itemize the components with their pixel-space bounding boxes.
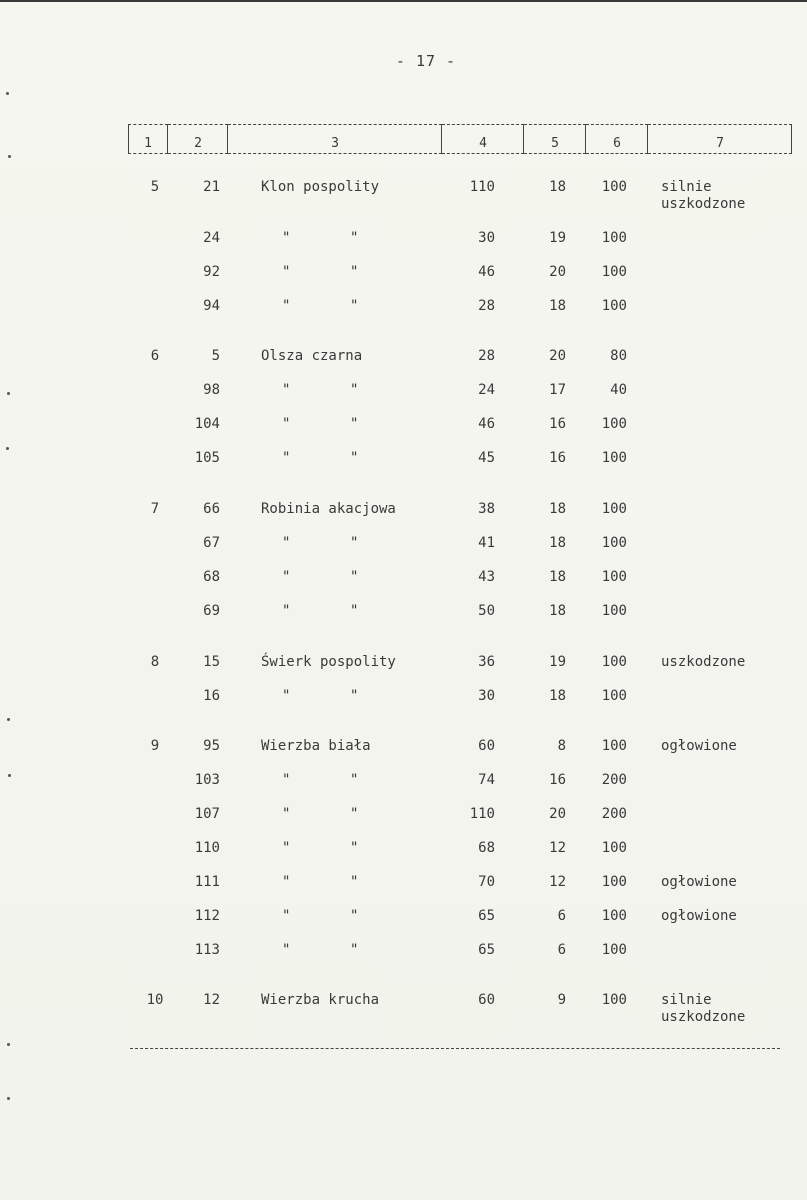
value-col-4: 68	[478, 840, 495, 856]
species-name: Wierzba krucha	[261, 992, 380, 1008]
value-col-5: 17	[549, 382, 566, 398]
value-col-5: 16	[549, 416, 566, 432]
ditto-mark: "	[350, 874, 359, 890]
ditto-mark: "	[282, 298, 291, 314]
value-col-5: 12	[549, 840, 566, 856]
ditto-mark: "	[350, 264, 359, 280]
ditto-mark: "	[350, 908, 359, 924]
value-col-4: 70	[478, 874, 495, 890]
remarks	[661, 738, 737, 755]
ditto-mark: "	[350, 416, 359, 432]
header-cell-5: 5	[524, 124, 586, 154]
species-name: Wierzba biała	[261, 738, 371, 754]
table-row	[0, 298, 807, 318]
ditto-mark: "	[282, 806, 291, 822]
value-col-6: 40	[610, 382, 627, 398]
value-col-5: 18	[549, 179, 566, 195]
value-col-6: 200	[601, 806, 627, 822]
ditto-mark: "	[350, 840, 359, 856]
value-col-6: 100	[601, 908, 627, 924]
tree-number: 111	[194, 874, 220, 890]
value-col-4: 43	[478, 569, 495, 585]
header-cell-1: 1	[128, 124, 168, 154]
value-col-6: 100	[601, 654, 627, 670]
scan-edge-line	[0, 0, 807, 2]
tree-number: 98	[203, 382, 220, 398]
ditto-mark: "	[350, 230, 359, 246]
ditto-mark: "	[282, 416, 291, 432]
value-col-5: 19	[549, 230, 566, 246]
header-cell-4: 4	[442, 124, 524, 154]
species-name: Świerk pospolity	[261, 654, 396, 670]
header-cell-3: 3	[228, 124, 442, 154]
value-col-6: 100	[601, 535, 627, 551]
value-col-5: 6	[557, 942, 566, 958]
header-cell-6: 6	[586, 124, 648, 154]
table-row	[0, 654, 807, 674]
ditto-mark: "	[350, 806, 359, 822]
value-col-5: 20	[549, 264, 566, 280]
ditto-mark: "	[350, 603, 359, 619]
ditto-mark: "	[282, 772, 291, 788]
remarks	[661, 992, 745, 1026]
table-row	[0, 264, 807, 284]
value-col-5: 18	[549, 535, 566, 551]
remarks	[661, 874, 737, 891]
scan-speck	[7, 392, 10, 395]
value-col-5: 18	[549, 298, 566, 314]
ditto-mark: "	[350, 298, 359, 314]
ditto-mark: "	[282, 840, 291, 856]
ditto-mark: "	[282, 688, 291, 704]
value-col-6: 100	[601, 179, 627, 195]
value-col-4: 46	[478, 416, 495, 432]
tree-number: 68	[203, 569, 220, 585]
tree-number: 12	[203, 992, 220, 1008]
value-col-6: 100	[601, 501, 627, 517]
scan-speck	[6, 92, 9, 95]
remark-line: silnie	[661, 179, 712, 195]
value-col-4: 110	[469, 806, 495, 822]
value-col-4: 50	[478, 603, 495, 619]
tree-number: 66	[203, 501, 220, 517]
tree-number: 15	[203, 654, 220, 670]
remark-line: uszkodzone	[661, 196, 746, 212]
value-col-4: 60	[478, 738, 495, 754]
value-col-4: 110	[469, 179, 495, 195]
table-row	[0, 942, 807, 962]
table-row	[0, 992, 807, 1025]
table-row	[0, 179, 807, 212]
tree-number: 105	[194, 450, 220, 466]
tree-number: 112	[194, 908, 220, 924]
ditto-mark: "	[282, 264, 291, 280]
value-col-6: 100	[601, 450, 627, 466]
table-row	[0, 603, 807, 623]
tree-number: 107	[194, 806, 220, 822]
ditto-mark: "	[350, 450, 359, 466]
remarks	[661, 179, 745, 213]
table-header	[128, 124, 792, 154]
table-row	[0, 535, 807, 555]
value-col-6: 80	[610, 348, 627, 364]
remark-line: ogłowione	[661, 908, 737, 924]
ditto-mark: "	[350, 535, 359, 551]
group-number: 7	[150, 501, 160, 517]
value-col-6: 100	[601, 230, 627, 246]
value-col-4: 41	[478, 535, 495, 551]
ditto-mark: "	[282, 908, 291, 924]
value-col-5: 20	[549, 348, 566, 364]
tree-number: 67	[203, 535, 220, 551]
ditto-mark: "	[282, 535, 291, 551]
scan-speck	[7, 718, 10, 721]
scan-speck	[8, 155, 11, 158]
value-col-5: 18	[549, 569, 566, 585]
value-col-5: 18	[549, 501, 566, 517]
value-col-6: 100	[601, 569, 627, 585]
table-row	[0, 840, 807, 860]
tree-number: 92	[203, 264, 220, 280]
ditto-mark: "	[350, 942, 359, 958]
bottom-dashed-rule	[130, 1048, 780, 1049]
remark-line: ogłowione	[661, 874, 737, 890]
table-row	[0, 501, 807, 521]
value-col-5: 6	[557, 908, 566, 924]
table-row	[0, 450, 807, 470]
value-col-5: 16	[549, 450, 566, 466]
ditto-mark: "	[350, 569, 359, 585]
ditto-mark: "	[350, 382, 359, 398]
species-name: Klon pospolity	[261, 179, 380, 195]
table-row	[0, 874, 807, 894]
ditto-mark: "	[350, 772, 359, 788]
value-col-4: 45	[478, 450, 495, 466]
tree-number: 104	[194, 416, 220, 432]
ditto-mark: "	[282, 382, 291, 398]
species-name: Olsza czarna	[261, 348, 363, 364]
value-col-4: 24	[478, 382, 495, 398]
remark-line: silnie	[661, 992, 712, 1008]
value-col-4: 30	[478, 230, 495, 246]
table-row	[0, 772, 807, 792]
ditto-mark: "	[282, 603, 291, 619]
value-col-5: 19	[549, 654, 566, 670]
page-number: - 17 -	[395, 52, 457, 70]
group-number: 8	[150, 654, 160, 670]
header-cell-7: 7	[648, 124, 792, 154]
value-col-6: 100	[601, 298, 627, 314]
scan-speck	[8, 774, 11, 777]
value-col-4: 28	[478, 298, 495, 314]
table-row	[0, 382, 807, 402]
value-col-6: 100	[601, 264, 627, 280]
value-col-4: 46	[478, 264, 495, 280]
value-col-4: 28	[478, 348, 495, 364]
ditto-mark: "	[282, 230, 291, 246]
value-col-5: 18	[549, 603, 566, 619]
ditto-mark: "	[282, 942, 291, 958]
value-col-6: 100	[601, 874, 627, 890]
ditto-mark: "	[282, 450, 291, 466]
value-col-6: 100	[601, 688, 627, 704]
value-col-6: 200	[601, 772, 627, 788]
value-col-4: 38	[478, 501, 495, 517]
value-col-4: 60	[478, 992, 495, 1008]
tree-number: 113	[194, 942, 220, 958]
tree-number: 69	[203, 603, 220, 619]
value-col-4: 30	[478, 688, 495, 704]
tree-number: 103	[194, 772, 220, 788]
table-row	[0, 348, 807, 368]
table-row	[0, 230, 807, 250]
value-col-5: 8	[557, 738, 566, 754]
tree-number: 95	[203, 738, 220, 754]
value-col-6: 100	[601, 738, 627, 754]
group-number: 5	[150, 179, 160, 195]
table-row	[0, 569, 807, 589]
tree-number: 16	[203, 688, 220, 704]
value-col-4: 65	[478, 908, 495, 924]
group-number: 6	[150, 348, 160, 364]
ditto-mark: "	[350, 688, 359, 704]
species-name: Robinia akacjowa	[261, 501, 396, 517]
value-col-4: 74	[478, 772, 495, 788]
value-col-4: 65	[478, 942, 495, 958]
remarks	[661, 654, 745, 671]
value-col-5: 16	[549, 772, 566, 788]
table-row	[0, 738, 807, 758]
tree-number: 94	[203, 298, 220, 314]
ditto-mark: "	[282, 569, 291, 585]
scan-speck	[7, 1043, 10, 1046]
group-number: 10	[146, 992, 164, 1008]
ditto-mark: "	[282, 874, 291, 890]
tree-number: 110	[194, 840, 220, 856]
table-row	[0, 806, 807, 826]
value-col-6: 100	[601, 840, 627, 856]
tree-number: 5	[211, 348, 220, 364]
tree-number: 21	[203, 179, 220, 195]
remark-line: uszkodzone	[661, 1009, 746, 1025]
header-cell-2: 2	[168, 124, 228, 154]
value-col-6: 100	[601, 416, 627, 432]
group-number: 9	[150, 738, 160, 754]
table-row	[0, 908, 807, 928]
value-col-6: 100	[601, 603, 627, 619]
scan-speck	[7, 1097, 10, 1100]
scan-speck	[6, 447, 9, 450]
value-col-4: 36	[478, 654, 495, 670]
table-row	[0, 688, 807, 708]
remarks	[661, 908, 737, 925]
value-col-6: 100	[601, 992, 627, 1008]
value-col-6: 100	[601, 942, 627, 958]
value-col-5: 12	[549, 874, 566, 890]
table-row	[0, 416, 807, 436]
value-col-5: 20	[549, 806, 566, 822]
value-col-5: 18	[549, 688, 566, 704]
tree-number: 24	[203, 230, 220, 246]
remark-line: uszkodzone	[661, 654, 746, 670]
value-col-5: 9	[557, 992, 566, 1008]
remark-line: ogłowione	[661, 738, 737, 754]
